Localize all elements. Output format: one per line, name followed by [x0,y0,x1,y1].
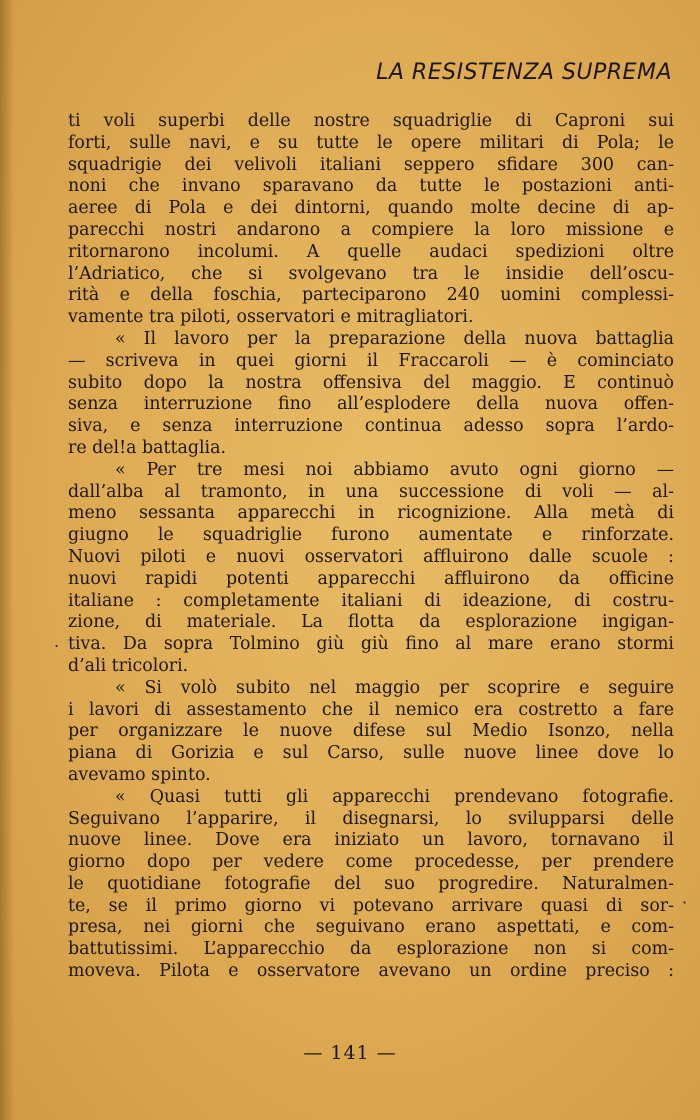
text-line: te, se il primo giorno vi potevano arrivare quasi di sor- [68,895,674,916]
text-line: italiane : completamente italiani di ideazione, di costru- [68,590,674,611]
text-line: dall’alba al tramonto, in una successione di voli — al- [68,481,674,502]
text-line: forti, sulle navi, e su tutte le opere militari di Pola; le [68,132,674,153]
text-line: « Quasi tutti gli apparecchi prendevano fotografie. [115,786,674,807]
text-line: meno sessanta apparecchi in ricognizione. Alla metà di [68,503,674,524]
text-line: subito dopo la nostra offensiva del maggio. E continuò [68,372,674,393]
text-line: nuove linee. Dove era iniziato un lavoro, tornavano il [68,830,674,851]
text-line: avevamo spinto. [68,764,211,785]
text-line: noni che invano sparavano da tutte le postazioni anti- [68,176,674,197]
running-head: LA RESISTENZA SUPREMA [376,60,672,85]
text-line: Seguivano l’apparire, il disegnarsi, lo svilupparsi delle [68,808,674,829]
text-line: ritornarono incolumi. A quelle audaci spedizioni oltre [68,241,674,262]
text-line: siva, e senza interruzione continua adesso sopra l’ardo- [68,416,674,437]
text-line: giorno dopo per vedere come procedesse, per prendere [68,852,674,873]
text-line: « Per tre mesi noi abbiamo avuto ogni giorno — [115,459,674,480]
text-line: nuovi rapidi potenti apparecchi affluirono da officine [68,568,674,589]
text-line: le quotidiane fotografie del suo progredire. Naturalmen- [68,873,674,894]
text-line: zione, di materiale. La flotta da esplorazione ingigan- [68,612,674,633]
text-line: squadrigie dei velivoli italiani seppero sfidare 300 can- [68,154,674,175]
text-line: piana di Gorizia e sul Carso, sulle nuove linee dove lo [68,743,674,764]
page-spine-shadow [0,0,14,1120]
text-line: aeree di Pola e dei dintorni, quando molte decine di ap- [68,198,674,219]
text-line: vamente tra piloti, osservatori e mitragliatori. [68,307,474,328]
text-line: tiva. Da sopra Tolmino giù giù fino al mare erano stormi [68,634,674,655]
text-line: d’ali tricolori. [68,655,189,676]
text-line: re del!a battaglia. [68,437,227,458]
text-line: per organizzare le nuove difese sul Medio Isonzo, nella [68,721,674,742]
text-line: moveva. Pilota e osservatore avevano un ordine preciso : [68,961,674,982]
text-line: presa, nei giorni che seguivano erano aspettati, e com- [68,917,674,938]
text-line: giugno le squadriglie furono aumentate e rinforzate. [68,525,674,546]
text-line: parecchi nostri andarono a compiere la loro missione e [68,219,674,240]
text-line: l’Adriatico, che si svolgevano tra le insidie dell’oscu- [68,263,674,284]
text-line: — scriveva in quei giorni il Fraccaroli — è cominciato [68,350,674,371]
margin-mark-left: . [54,632,60,651]
text-line: « Si volò subito nel maggio per scoprire e seguire [115,677,674,698]
text-line: senza interruzione fino all’esplodere della nuova offen- [68,394,674,415]
margin-mark-right: · [682,893,688,912]
page-number: — 141 — [303,1042,397,1064]
text-line: « Il lavoro per la preparazione della nuova battaglia [115,328,674,349]
text-line: ti voli superbi delle nostre squadriglie di Caproni sui [68,111,674,131]
text-line: rità e della foschia, parteciparono 240 uomini complessi- [68,285,674,306]
text-line: i lavori di assestamento che il nemico era costretto a fare [68,699,674,720]
text-line: battutissimi. L’apparecchio da esplorazione non si com- [68,939,674,960]
text-line: Nuovi piloti e nuovi osservatori affluirono dalle scuole : [68,546,674,567]
body-text [68,111,674,983]
